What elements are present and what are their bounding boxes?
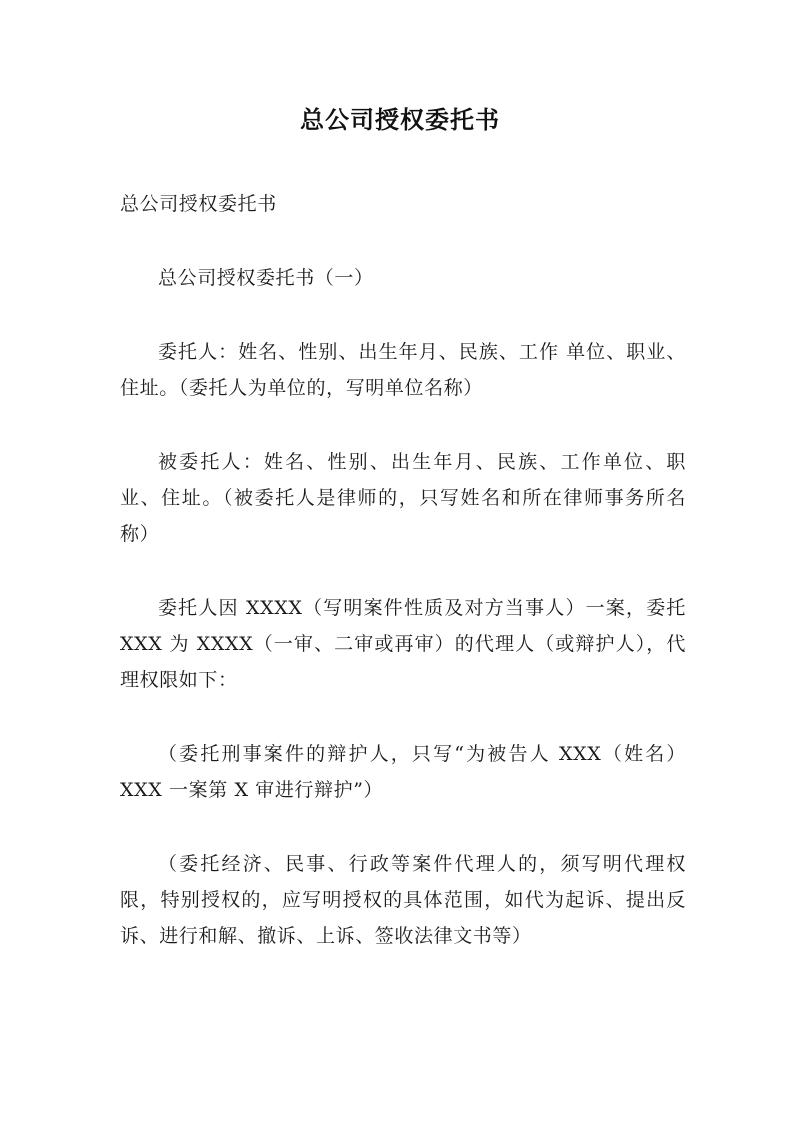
paragraph-criminal-defense-note: （委托刑事案件的辩护人，只写“为被告人 XXX（姓名）XXX 一案第 X 审进行辩护”） <box>120 743 686 801</box>
paragraph-heading: 总公司授权委托书 <box>120 193 277 215</box>
document-body <box>120 186 686 992</box>
document-title: 总公司授权委托书 <box>300 106 500 134</box>
paragraph-subtitle: 总公司授权委托书（一） <box>158 267 374 289</box>
paragraph-agent: 被委托人：姓名、性别、出生年月、民族、工作单位、职业、住址。（被委托人是律师的，只写姓名和所在律师事务所名称） <box>120 451 686 545</box>
paragraph-case-authorization: 委托人因 XXXX（写明案件性质及对方当事人）一案，委托 XXX 为 XXXX（一审、二审或再审）的代理人（或辩护人），代理权限如下： <box>120 597 686 691</box>
paragraph-civil-agent-note: （委托经济、民事、行政等案件代理人的，须写明代理权限，特别授权的，应写明授权的具体范围，如代为起诉、提出反诉、进行和解、撤诉、上诉、签收法律文书等） <box>120 853 686 947</box>
paragraph-principal: 委托人：姓名、性别、出生年月、民族、工作 单位、职业、住址。（委托人为单位的，写明单位名称） <box>120 341 686 399</box>
